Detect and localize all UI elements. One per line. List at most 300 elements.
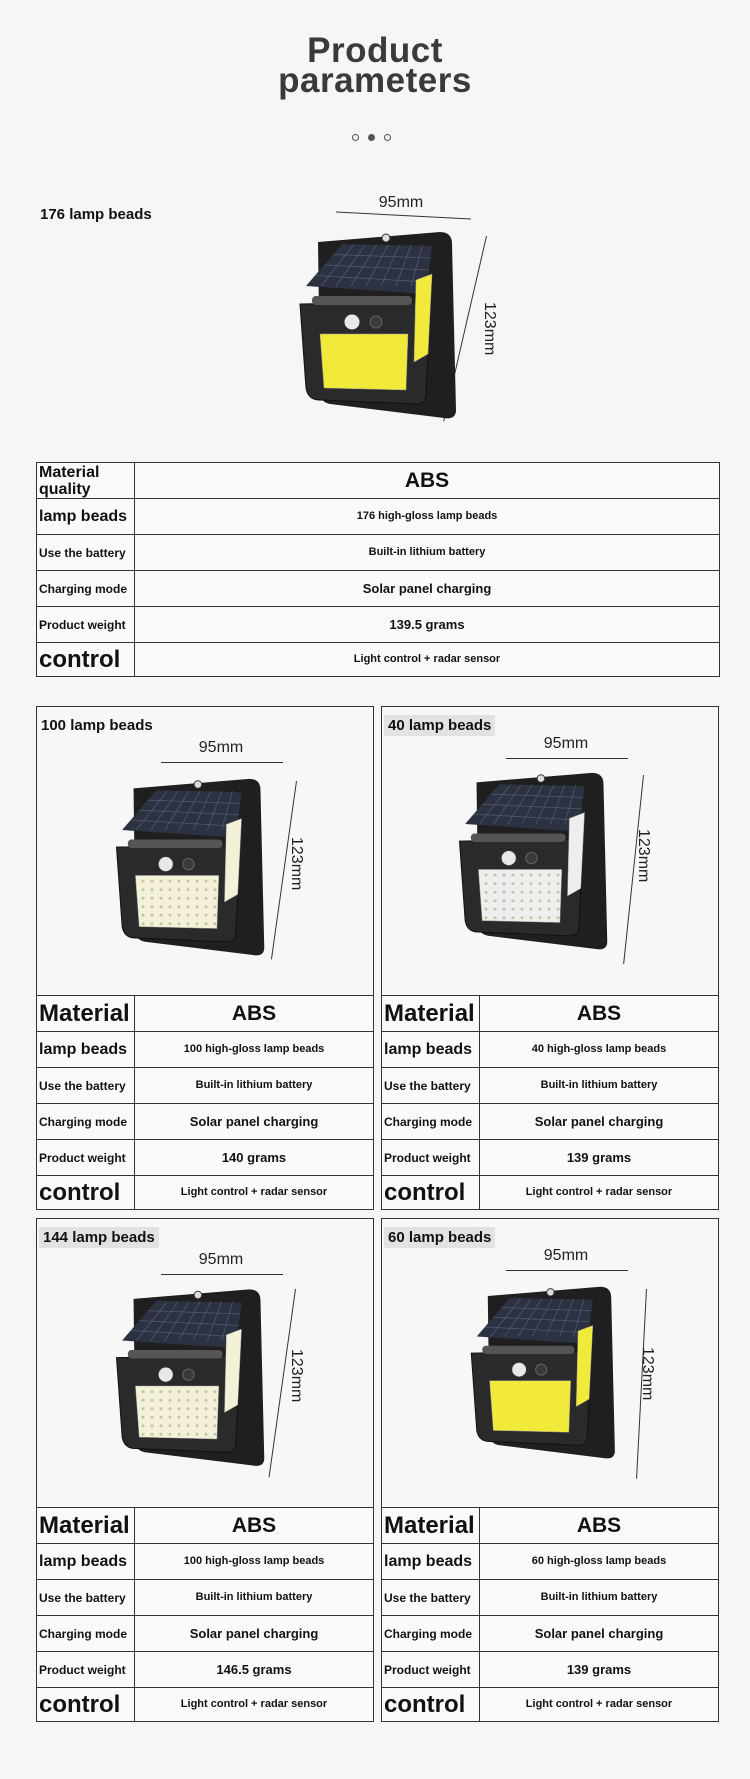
led-dot: [556, 874, 559, 877]
led-dot: [484, 882, 487, 885]
led-dot: [141, 1407, 144, 1410]
led-dot: [177, 888, 180, 891]
led-dot: [195, 1424, 198, 1427]
led-dot: [204, 1416, 207, 1419]
spec-row: [382, 996, 719, 1032]
led-dot: [141, 880, 144, 883]
spec-value: Light control + radar sensor: [135, 1688, 374, 1722]
spec-value: 140 grams: [135, 1140, 374, 1176]
led-dot: [150, 888, 153, 891]
led-dot: [520, 908, 523, 911]
led-dot: [520, 874, 523, 877]
spec-key: control: [37, 643, 135, 677]
led-dot: [150, 922, 153, 925]
led-panel: [135, 1386, 218, 1439]
beads-label: 144 lamp beads: [39, 1227, 159, 1248]
spec-row: [37, 1544, 374, 1580]
brand-strip: [482, 1346, 574, 1354]
led-dot: [520, 916, 523, 919]
led-dot: [141, 1433, 144, 1436]
mount-hole: [547, 1289, 554, 1296]
led-dot: [141, 1390, 144, 1393]
led-dot: [159, 1390, 162, 1393]
height-dimension: 123mm: [288, 837, 305, 891]
led-dot: [213, 905, 216, 908]
spec-row: [382, 1544, 719, 1580]
led-dot: [484, 874, 487, 877]
led-dot: [177, 1399, 180, 1402]
led-dot: [195, 1416, 198, 1419]
spec-value: ABS: [135, 463, 720, 499]
led-dot: [547, 908, 550, 911]
light-sensor: [370, 316, 382, 328]
spec-row: [37, 1580, 374, 1616]
width-line: [161, 1274, 283, 1275]
led-dot: [186, 905, 189, 908]
led-dot: [177, 1416, 180, 1419]
spec-value: 100 high-gloss lamp beads: [135, 1544, 374, 1580]
led-dot: [168, 1399, 171, 1402]
led-dot: [547, 899, 550, 902]
spec-row: [382, 1688, 719, 1722]
spec-row: [37, 1068, 374, 1104]
spec-value: Built-in lithium battery: [135, 1580, 374, 1616]
spec-key: Charging mode: [382, 1616, 480, 1652]
height-dimension: 123mm: [635, 829, 652, 883]
led-dot: [141, 922, 144, 925]
spec-value: Solar panel charging: [480, 1104, 719, 1140]
spec-value: Built-in lithium battery: [135, 1068, 374, 1104]
spec-value: ABS: [480, 1508, 719, 1544]
led-dot: [538, 899, 541, 902]
spec-value: Light control + radar sensor: [480, 1688, 719, 1722]
spec-key: lamp beads: [37, 499, 135, 535]
led-panel: [320, 334, 408, 390]
led-dot: [556, 891, 559, 894]
led-dot: [502, 899, 505, 902]
spec-key: control: [37, 1176, 135, 1210]
led-dot: [177, 897, 180, 900]
led-dot: [159, 1399, 162, 1402]
led-dot: [159, 1433, 162, 1436]
led-dot: [186, 1424, 189, 1427]
led-dot: [177, 922, 180, 925]
lamp-image: [290, 224, 480, 424]
led-dot: [186, 897, 189, 900]
motion-sensor: [344, 314, 360, 330]
led-dot: [195, 914, 198, 917]
led-dot: [150, 1433, 153, 1436]
led-dot: [213, 914, 216, 917]
led-dot: [493, 916, 496, 919]
led-dot: [502, 882, 505, 885]
led-dot: [484, 916, 487, 919]
spec-key: Use the battery: [382, 1068, 480, 1104]
led-dot: [484, 908, 487, 911]
led-dot: [213, 1416, 216, 1419]
led-dot: [502, 908, 505, 911]
spec-key: Product weight: [37, 1652, 135, 1688]
spec-value: 146.5 grams: [135, 1652, 374, 1688]
led-dot: [177, 1433, 180, 1436]
spec-key: Material: [37, 996, 135, 1032]
height-dimension: 123mm: [639, 1347, 656, 1401]
spec-value: Light control + radar sensor: [480, 1176, 719, 1210]
brand-strip: [128, 839, 223, 848]
spec-value: ABS: [480, 996, 719, 1032]
led-dot: [493, 882, 496, 885]
led-dot: [493, 908, 496, 911]
led-dot: [195, 1399, 198, 1402]
light-sensor: [536, 1364, 547, 1375]
spec-key: Material: [37, 1508, 135, 1544]
spec-value: 40 high-gloss lamp beads: [480, 1032, 719, 1068]
led-dot: [159, 880, 162, 883]
led-dot: [168, 1390, 171, 1393]
brand-strip: [312, 296, 412, 305]
lamp-image: [462, 1279, 637, 1464]
brand-strip: [471, 833, 566, 842]
spec-key: Material: [382, 1508, 480, 1544]
led-dot: [159, 897, 162, 900]
led-dot: [177, 1424, 180, 1427]
spec-row: [37, 1616, 374, 1652]
spec-row: [37, 1104, 374, 1140]
product-144-section: [36, 1218, 374, 1720]
mount-hole: [382, 234, 390, 242]
led-panel: [478, 869, 561, 922]
led-dot: [484, 891, 487, 894]
led-dot: [168, 1407, 171, 1410]
spec-key: Product weight: [37, 607, 135, 643]
led-dot: [529, 916, 532, 919]
led-dot: [511, 899, 514, 902]
led-dot: [529, 882, 532, 885]
spec-row: [382, 1652, 719, 1688]
led-dot: [502, 916, 505, 919]
led-dot: [150, 1399, 153, 1402]
led-dot: [150, 1390, 153, 1393]
led-dot: [168, 1416, 171, 1419]
title-line-1: Product: [307, 31, 443, 70]
spec-key: Product weight: [382, 1140, 480, 1176]
led-dot: [484, 899, 487, 902]
led-dot: [204, 1424, 207, 1427]
carousel-dots[interactable]: [352, 134, 391, 141]
led-dot: [538, 891, 541, 894]
width-dimension: 95mm: [378, 194, 424, 211]
motion-sensor: [501, 851, 516, 866]
led-dot: [547, 891, 550, 894]
led-dot: [159, 1407, 162, 1410]
spec-key: Product weight: [37, 1140, 135, 1176]
led-dot: [186, 880, 189, 883]
led-dot: [195, 922, 198, 925]
led-dot: [141, 1416, 144, 1419]
spec-row: [382, 1140, 719, 1176]
led-dot: [195, 905, 198, 908]
spec-key: control: [37, 1688, 135, 1722]
light-sensor: [526, 852, 537, 863]
carousel-dot-3[interactable]: [384, 134, 391, 141]
led-dot: [168, 897, 171, 900]
spec-key: control: [382, 1688, 480, 1722]
spec-key: Charging mode: [37, 571, 135, 607]
led-dot: [141, 905, 144, 908]
led-dot: [195, 1433, 198, 1436]
led-dot: [556, 899, 559, 902]
spec-key: Use the battery: [37, 1580, 135, 1616]
led-dot: [141, 1399, 144, 1402]
spec-row: [37, 1652, 374, 1688]
page-title: [0, 31, 750, 100]
led-dot: [186, 914, 189, 917]
led-dot: [141, 914, 144, 917]
led-dot: [538, 916, 541, 919]
product-176-section: [36, 194, 720, 675]
spec-table: [36, 1507, 374, 1722]
brand-strip: [128, 1350, 223, 1359]
title-line-2: parameters: [278, 61, 472, 100]
spec-row: [382, 1068, 719, 1104]
led-dot: [168, 1433, 171, 1436]
spec-value: Light control + radar sensor: [135, 643, 720, 677]
led-dot: [204, 914, 207, 917]
spec-row: [37, 1032, 374, 1068]
led-dot: [204, 1399, 207, 1402]
led-dot: [213, 1407, 216, 1410]
spec-value: Built-in lithium battery: [135, 535, 720, 571]
spec-table: [36, 462, 720, 677]
spec-row: [382, 1508, 719, 1544]
led-dot: [511, 891, 514, 894]
led-dot: [213, 897, 216, 900]
led-dot: [195, 1407, 198, 1410]
led-dot: [493, 899, 496, 902]
spec-key: control: [382, 1176, 480, 1210]
beads-label: 176 lamp beads: [40, 206, 152, 223]
product-40-section: [381, 706, 719, 1208]
spec-value: 139.5 grams: [135, 607, 720, 643]
led-dot: [186, 922, 189, 925]
led-dot: [168, 905, 171, 908]
lamp-image: [450, 765, 630, 955]
led-dot: [520, 882, 523, 885]
spec-row: [382, 1104, 719, 1140]
spec-key: Charging mode: [37, 1104, 135, 1140]
led-dot: [520, 891, 523, 894]
motion-sensor: [512, 1362, 527, 1377]
spec-value: Solar panel charging: [135, 571, 720, 607]
spec-key: Charging mode: [37, 1616, 135, 1652]
spec-row: [37, 1688, 374, 1722]
led-dot: [204, 1390, 207, 1393]
led-dot: [195, 888, 198, 891]
led-dot: [168, 922, 171, 925]
product-100-section: [36, 706, 374, 1208]
led-dot: [529, 891, 532, 894]
led-dot: [168, 914, 171, 917]
led-dot: [150, 897, 153, 900]
spec-table: [381, 1507, 719, 1722]
spec-row: [37, 499, 720, 535]
led-dot: [177, 1407, 180, 1410]
led-panel: [135, 875, 218, 928]
spec-row: [37, 1508, 374, 1544]
led-dot: [186, 888, 189, 891]
led-dot: [213, 1399, 216, 1402]
led-dot: [204, 897, 207, 900]
led-dot: [159, 1424, 162, 1427]
spec-key: lamp beads: [382, 1032, 480, 1068]
spec-table: [36, 995, 374, 1210]
led-dot: [150, 905, 153, 908]
led-dot: [511, 916, 514, 919]
spec-value: Light control + radar sensor: [135, 1176, 374, 1210]
led-dot: [195, 897, 198, 900]
spec-key: lamp beads: [37, 1032, 135, 1068]
lamp-image: [107, 1279, 287, 1474]
mount-hole: [194, 781, 202, 789]
spec-row: [37, 463, 720, 499]
led-dot: [186, 1399, 189, 1402]
led-dot: [159, 888, 162, 891]
led-dot: [168, 880, 171, 883]
led-dot: [556, 908, 559, 911]
led-dot: [141, 888, 144, 891]
mount-hole: [537, 775, 545, 783]
width-line: [506, 758, 628, 759]
led-dot: [150, 1416, 153, 1419]
spec-value: 176 high-gloss lamp beads: [135, 499, 720, 535]
spec-row: [37, 1176, 374, 1210]
led-dot: [204, 888, 207, 891]
width-dimension: 95mm: [198, 1251, 244, 1268]
led-dot: [511, 874, 514, 877]
spec-value: 139 grams: [480, 1140, 719, 1176]
spec-value: 100 high-gloss lamp beads: [135, 1032, 374, 1068]
led-dot: [213, 880, 216, 883]
spec-row: [382, 1616, 719, 1652]
width-line: [336, 211, 471, 219]
led-dot: [204, 905, 207, 908]
spec-value: Solar panel charging: [135, 1104, 374, 1140]
spec-value: ABS: [135, 996, 374, 1032]
spec-key: Material: [382, 996, 480, 1032]
led-dot: [511, 908, 514, 911]
led-dot: [177, 905, 180, 908]
beads-label: 40 lamp beads: [384, 715, 495, 736]
led-dot: [213, 1433, 216, 1436]
led-dot: [204, 1433, 207, 1436]
led-dot: [150, 1424, 153, 1427]
spec-row: [37, 996, 374, 1032]
led-dot: [529, 874, 532, 877]
spec-row: [382, 1580, 719, 1616]
spec-row: [37, 607, 720, 643]
spec-value: Solar panel charging: [480, 1616, 719, 1652]
led-dot: [177, 880, 180, 883]
product-60-section: [381, 1218, 719, 1720]
spec-key: Use the battery: [37, 535, 135, 571]
led-dot: [186, 1416, 189, 1419]
carousel-dot-2[interactable]: [368, 134, 375, 141]
led-dot: [195, 880, 198, 883]
light-sensor: [183, 1369, 194, 1380]
width-line: [161, 762, 283, 763]
mount-hole: [194, 1291, 202, 1299]
motion-sensor: [158, 1367, 173, 1382]
spec-row: [37, 1140, 374, 1176]
spec-value: Solar panel charging: [135, 1616, 374, 1652]
spec-value: 60 high-gloss lamp beads: [480, 1544, 719, 1580]
beads-label: 60 lamp beads: [384, 1227, 495, 1248]
led-dot: [177, 914, 180, 917]
led-dot: [529, 908, 532, 911]
spec-value: ABS: [135, 1508, 374, 1544]
width-dimension: 95mm: [543, 1247, 589, 1264]
spec-row: [37, 643, 720, 677]
led-dot: [538, 882, 541, 885]
lamp-image: [107, 771, 287, 961]
spec-row: [382, 1032, 719, 1068]
width-dimension: 95mm: [198, 739, 244, 756]
spec-row: [37, 535, 720, 571]
carousel-dot-1[interactable]: [352, 134, 359, 141]
height-dimension: 123mm: [481, 302, 498, 356]
led-dot: [538, 874, 541, 877]
led-dot: [213, 888, 216, 891]
led-dot: [547, 882, 550, 885]
led-dot: [529, 899, 532, 902]
spec-value: 139 grams: [480, 1652, 719, 1688]
led-dot: [186, 1407, 189, 1410]
light-sensor: [183, 858, 194, 869]
led-dot: [204, 1407, 207, 1410]
led-dot: [168, 1424, 171, 1427]
led-dot: [547, 874, 550, 877]
width-dimension: 95mm: [543, 735, 589, 752]
led-dot: [556, 916, 559, 919]
spec-value: Built-in lithium battery: [480, 1068, 719, 1104]
led-dot: [502, 891, 505, 894]
led-dot: [186, 1390, 189, 1393]
led-dot: [204, 922, 207, 925]
spec-key: lamp beads: [382, 1544, 480, 1580]
led-dot: [150, 1407, 153, 1410]
spec-row: [382, 1176, 719, 1210]
motion-sensor: [158, 857, 173, 872]
led-dot: [547, 916, 550, 919]
spec-table: [381, 995, 719, 1210]
beads-label: 100 lamp beads: [41, 717, 153, 734]
spec-key: Use the battery: [382, 1580, 480, 1616]
spec-key: Use the battery: [37, 1068, 135, 1104]
spec-key: Charging mode: [382, 1104, 480, 1140]
led-dot: [159, 914, 162, 917]
led-dot: [204, 880, 207, 883]
spec-row: [37, 571, 720, 607]
led-dot: [493, 891, 496, 894]
led-dot: [186, 1433, 189, 1436]
width-line: [506, 1270, 628, 1271]
led-dot: [493, 874, 496, 877]
led-dot: [141, 897, 144, 900]
led-dot: [502, 874, 505, 877]
led-dot: [159, 922, 162, 925]
led-dot: [213, 922, 216, 925]
led-dot: [159, 1416, 162, 1419]
